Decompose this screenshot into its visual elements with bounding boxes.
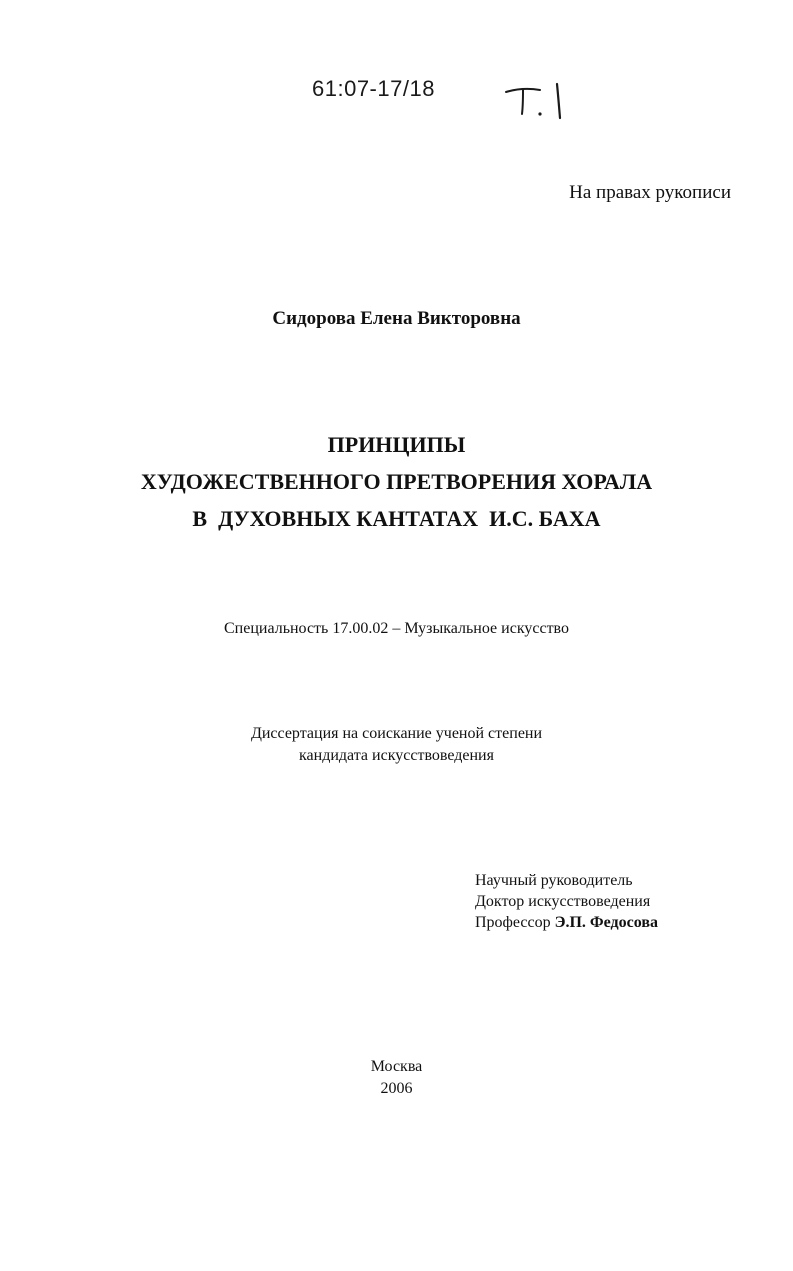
library-stamp-code: 61:07-17/18 [312,76,435,101]
dissertation-title [0,426,793,537]
supervisor-name: Э.П. Федосова [554,914,658,931]
author-name: Сидорова Елена Викторовна [272,308,521,329]
supervisor-role: Научный руководитель [475,872,633,889]
degree-line: кандидата искусствоведения [299,747,494,764]
place-and-year [0,1056,793,1100]
title-line: В ДУХОВНЫХ КАНТАТАХ И.С. БАХА [192,506,601,531]
degree-statement [0,723,793,767]
title-line: ХУДОЖЕСТВЕННОГО ПРЕТВОРЕНИЯ ХОРАЛА [140,469,653,494]
specialty-line: Специальность 17.00.02 – Музыкальное искусство [224,620,569,637]
year: 2006 [380,1080,413,1097]
supervisor-block [475,870,658,933]
city: Москва [370,1058,423,1075]
title-line: ПРИНЦИПЫ [327,432,466,457]
supervisor-title-line [475,912,658,933]
supervisor-title: Профессор [475,914,555,931]
rights-note: На правах рукописи [569,182,731,203]
supervisor-degree: Доктор искусствоведения [475,893,651,910]
handwritten-volume-note [502,78,572,128]
degree-line: Диссертация на соискание ученой степени [250,725,543,742]
